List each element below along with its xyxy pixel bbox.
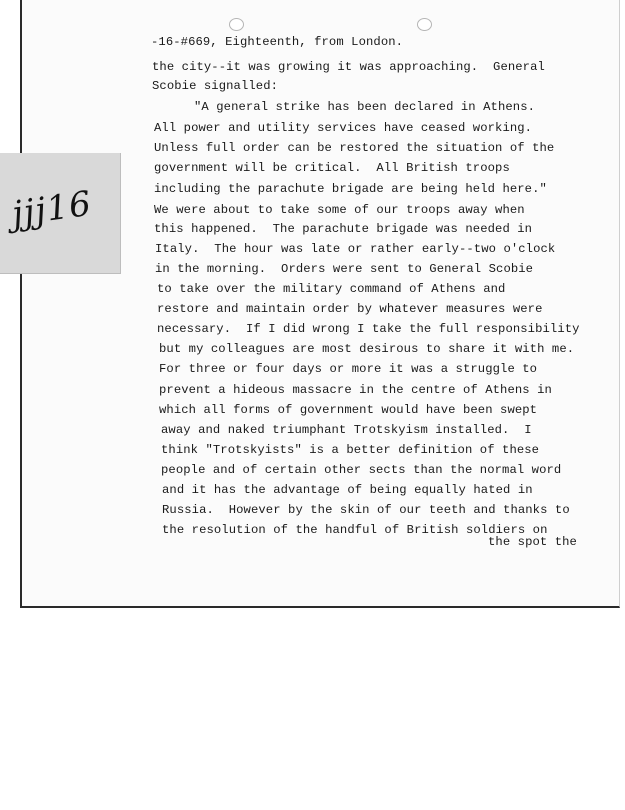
sticky-note — [0, 153, 121, 274]
text-line: Italy. The hour was late or rather early--two o'clock — [155, 242, 556, 256]
text-line: Russia. However by the skin of our teeth and thanks to — [162, 503, 570, 517]
text-line: but my colleagues are most desirous to share it with me. — [159, 342, 575, 356]
text-line: For three or four days or more it was a struggle to — [159, 362, 538, 376]
text-line: people and of certain other sects than the normal word — [161, 463, 562, 477]
text-line: in the morning. Orders were sent to General Scobie — [155, 262, 534, 276]
text-line: prevent a hideous massacre in the centre of Athens in — [159, 383, 552, 397]
text-line: which all forms of government would have been swept — [159, 403, 538, 417]
text-line: "A general strike has been declared in Athens. — [194, 100, 536, 114]
punch-hole-right — [417, 18, 432, 31]
text-line: Unless full order can be restored the situation of the — [154, 141, 555, 155]
text-line: necessary. If I did wrong I take the full responsibility — [157, 322, 580, 336]
text-line: We were about to take some of our troops away when — [154, 203, 525, 217]
text-line: think "Trotskyists" is a better definition of these — [161, 443, 540, 457]
text-line: the spot the — [488, 535, 577, 549]
text-line: the city--it was growing it was approaching. General — [152, 60, 545, 74]
page-header: -16-#669, Eighteenth, from London. — [151, 35, 404, 49]
text-line: away and naked triumphant Trotskyism installed. I — [161, 423, 532, 437]
text-line: Scobie signalled: — [152, 79, 279, 93]
text-line: this happened. The parachute brigade was needed in — [154, 222, 533, 236]
document-page — [20, 0, 620, 608]
text-line: All power and utility services have ceased working. — [154, 121, 533, 135]
handwritten-annotation: jjj16 — [9, 183, 95, 235]
text-line: to take over the military command of Athens and — [157, 282, 506, 296]
text-line: restore and maintain order by whatever measures were — [157, 302, 543, 316]
text-line: government will be critical. All British troops — [154, 161, 510, 175]
text-line: and it has the advantage of being equally hated in — [162, 483, 533, 497]
text-line: the resolution of the handful of British soldiers on — [162, 523, 548, 537]
text-line: including the parachute brigade are being held here." — [154, 182, 547, 196]
punch-hole-left — [229, 18, 244, 31]
